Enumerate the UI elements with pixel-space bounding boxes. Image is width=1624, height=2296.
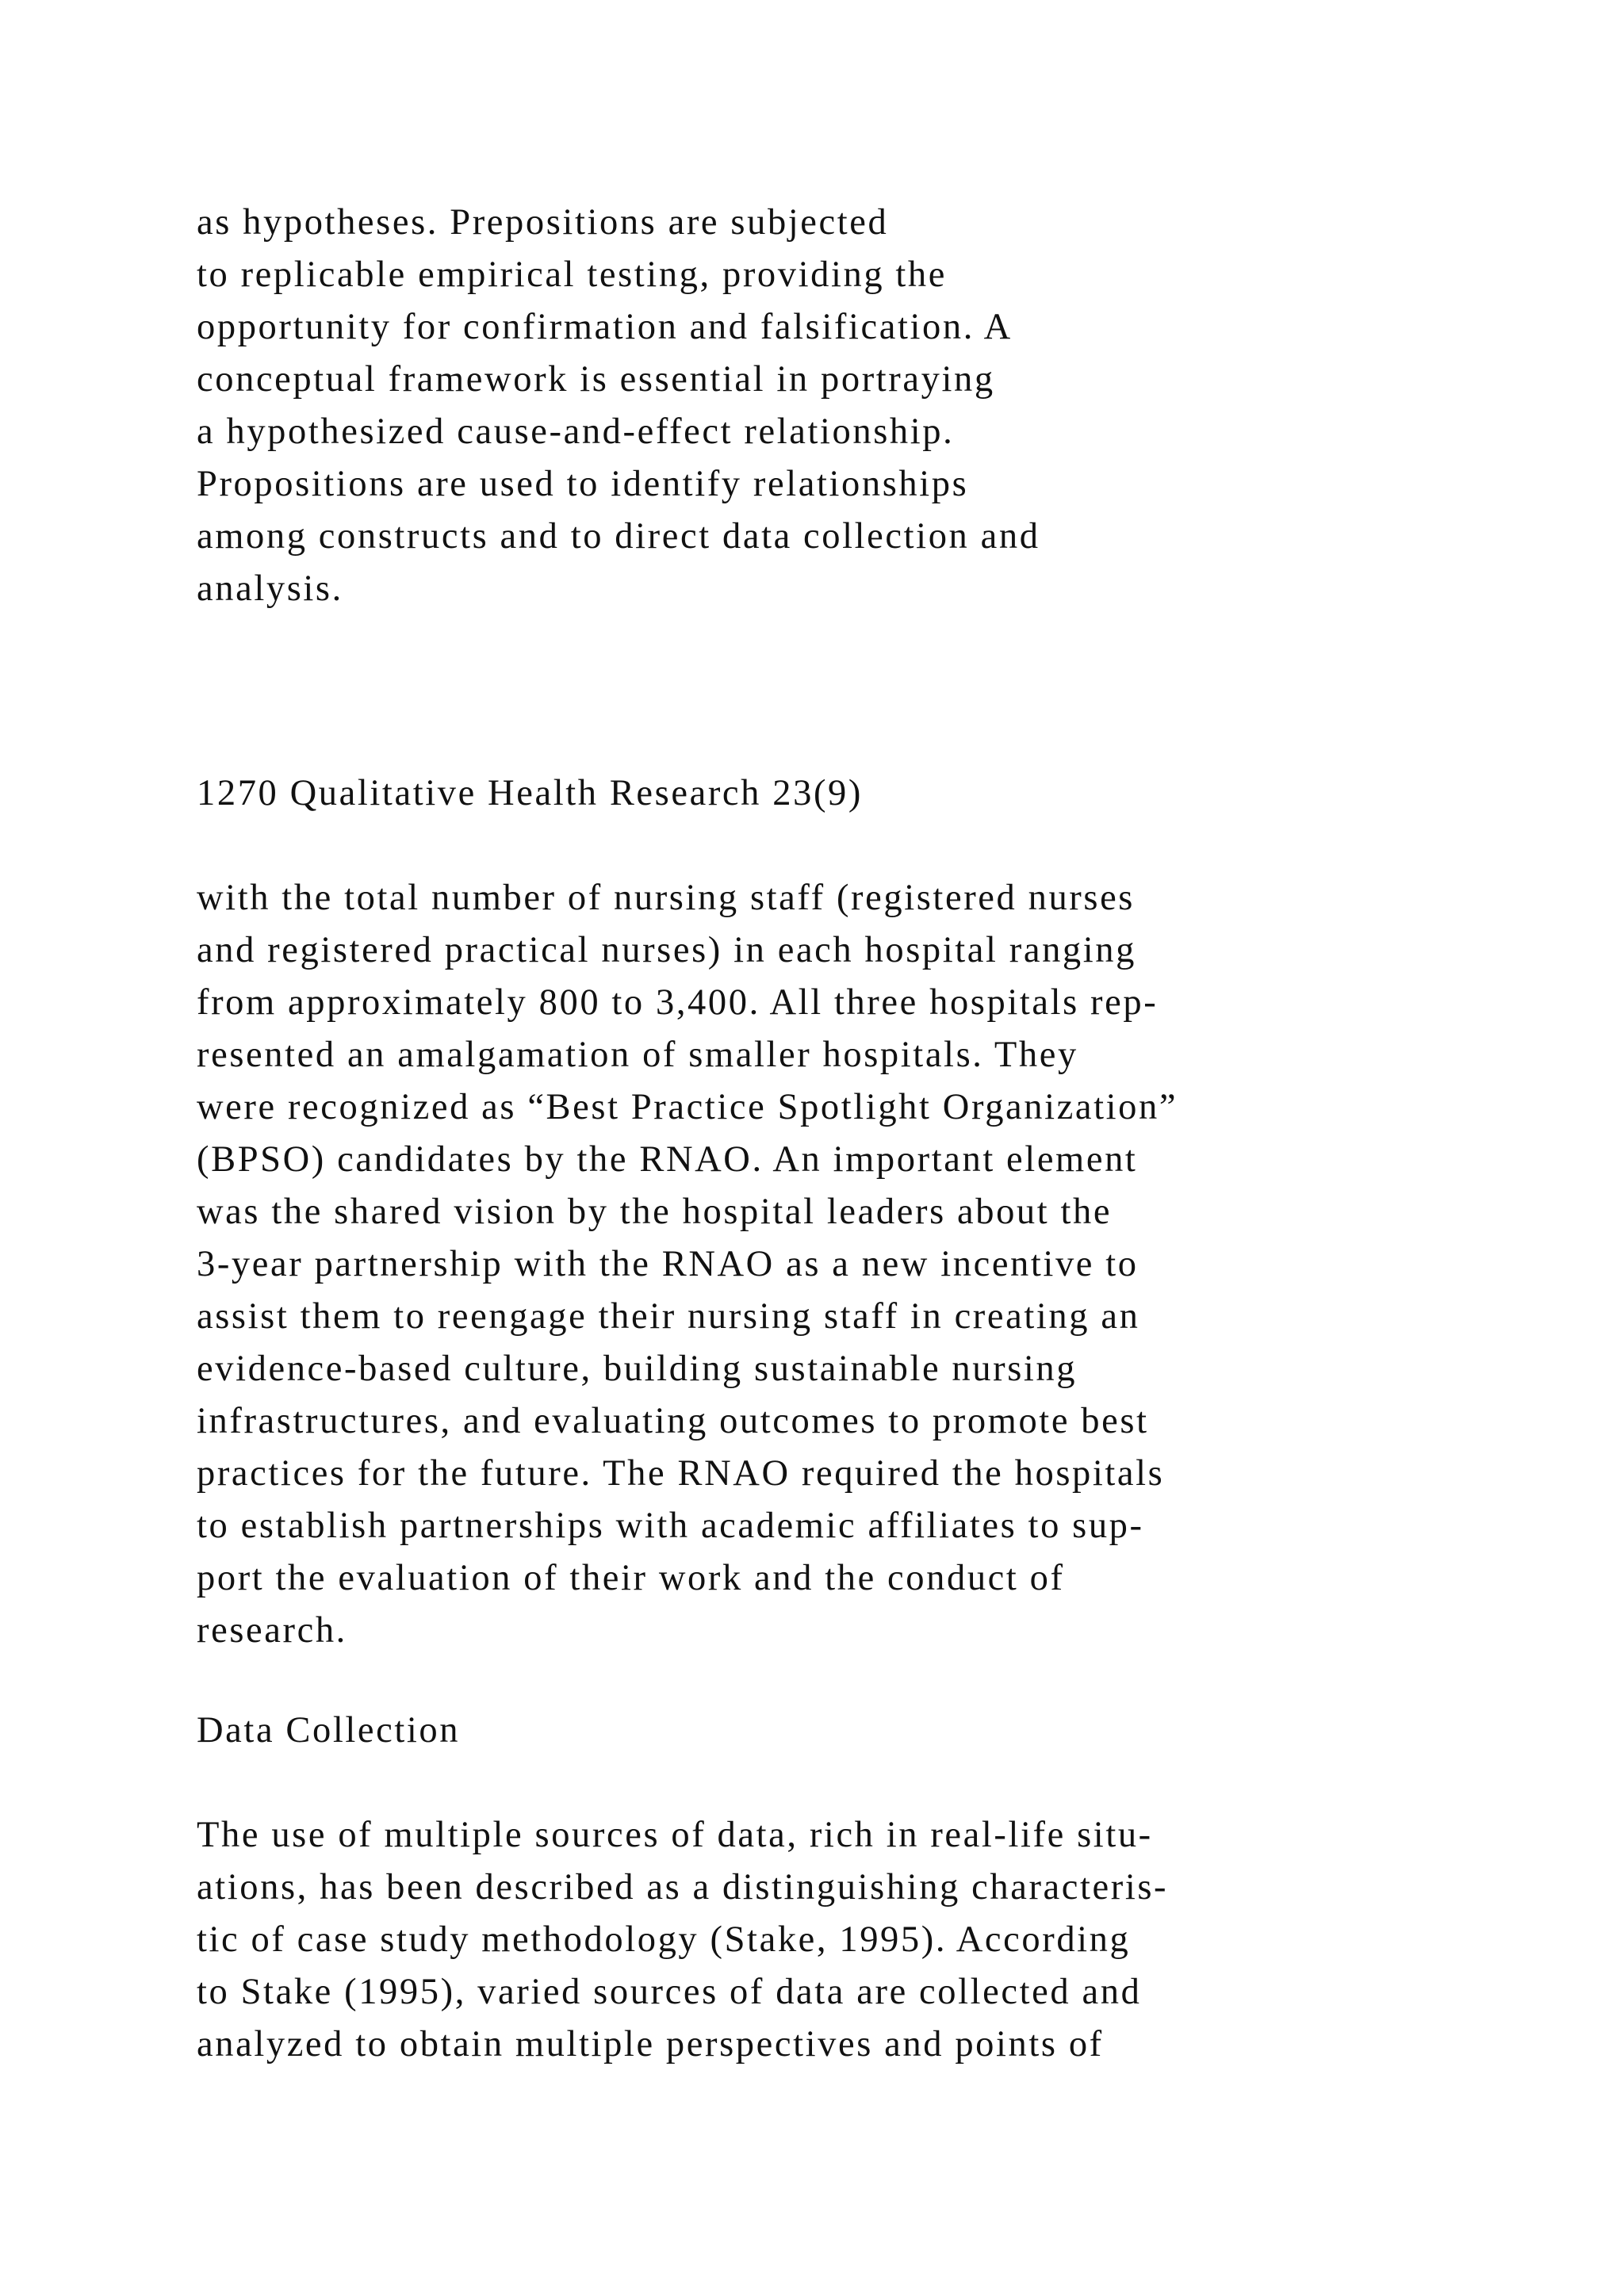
text-line: research. — [197, 1610, 347, 1651]
text-line: as hypotheses. Prepositions are subjected — [197, 202, 889, 243]
paragraph-data-collection — [197, 1809, 1529, 2071]
text-line: from approximately 800 to 3,400. All three hospitals rep- — [197, 982, 1159, 1023]
text-line: Propositions are used to identify relationships — [197, 464, 969, 504]
text-line: assist them to reengage their nursing staff in creating an — [197, 1296, 1140, 1337]
text-line: (BPSO) candidates by the RNAO. An important element — [197, 1139, 1138, 1180]
text-line: were recognized as “Best Practice Spotlight Organization” — [197, 1087, 1178, 1127]
text-line: was the shared vision by the hospital leaders about the — [197, 1192, 1113, 1232]
text-line: 3-year partnership with the RNAO as a new incentive to — [197, 1244, 1139, 1284]
text-line: ations, has been described as a distinguishing characteris- — [197, 1867, 1169, 1908]
paragraph-hospitals — [197, 872, 1529, 1657]
text-line: opportunity for confirmation and falsification. A — [197, 307, 1013, 347]
text-line: port the evaluation of their work and the conduct of — [197, 1558, 1065, 1598]
section-heading-text: Data Collection — [197, 1710, 461, 1751]
running-header — [197, 767, 1529, 820]
text-line: analyzed to obtain multiple perspectives and points of — [197, 2024, 1104, 2064]
text-line: to Stake (1995), varied sources of data are collected and — [197, 1972, 1142, 2012]
text-line: to establish partnerships with academic affiliates to sup- — [197, 1506, 1144, 1546]
paragraph-propositions — [197, 197, 1529, 615]
text-line: among constructs and to direct data collection and — [197, 516, 1040, 557]
text-line: a hypothesized cause-and-effect relationship. — [197, 411, 955, 452]
text-line: with the total number of nursing staff (registered nurses — [197, 878, 1136, 918]
section-heading — [197, 1705, 1529, 1757]
text-line: analysis. — [197, 568, 343, 609]
text-line: conceptual framework is essential in portraying — [197, 359, 995, 400]
text-line: tic of case study methodology (Stake, 1995). According — [197, 1919, 1131, 1960]
text-line: to replicable empirical testing, providing the — [197, 254, 948, 295]
running-header-text: 1270 Qualitative Health Research 23(9) — [197, 773, 863, 813]
text-line: practices for the future. The RNAO required the hospitals — [197, 1453, 1165, 1494]
text-line: and registered practical nurses) in each hospital ranging — [197, 930, 1137, 970]
text-line: resented an amalgamation of smaller hospitals. They — [197, 1035, 1078, 1075]
text-line: infrastructures, and evaluating outcomes to promote best — [197, 1401, 1149, 1441]
text-line: evidence-based culture, building sustainable nursing — [197, 1349, 1078, 1389]
text-line: The use of multiple sources of data, rich in real-life situ- — [197, 1815, 1153, 1855]
